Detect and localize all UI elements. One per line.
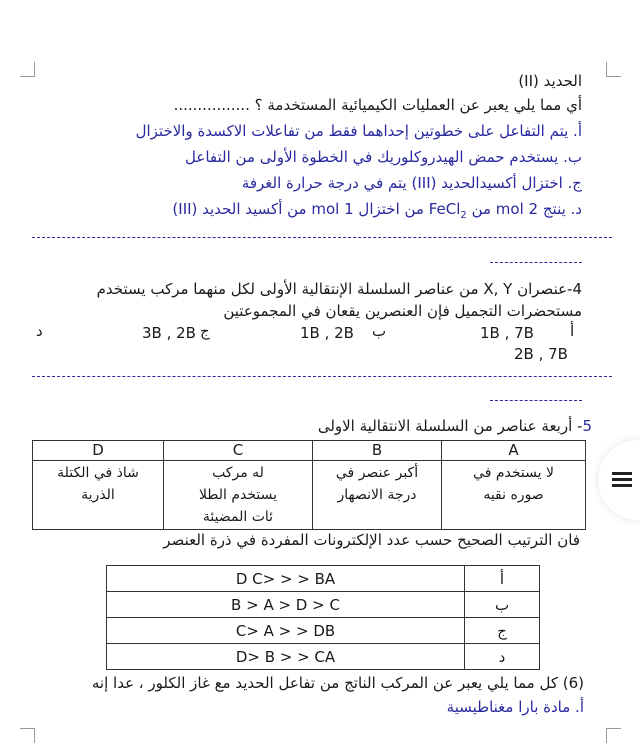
short-separator-line — [490, 262, 582, 263]
option-text: D> B > > CA — [107, 644, 465, 670]
q6-line-1: (6) كل مما يلي يعبر عن المركب الناتج من تفاعل الحديد مع غاز الكلور ، عدا إنه — [91, 674, 584, 692]
separator-line — [32, 237, 612, 238]
table-cell-a — [442, 461, 586, 530]
table-row — [107, 618, 540, 644]
q5-title — [318, 417, 592, 435]
q4-line-2: مستحضرات التجميل فإن العنصرين يقعان في المجموعتين — [223, 302, 582, 320]
q6-option-a: أ. مادة بارا مغناطيسية — [446, 698, 584, 716]
q4-option-b: 1B , 2B — [300, 324, 354, 342]
cell-c-line: يستخدم الطلا — [198, 487, 278, 503]
q5-title-text: - أربعة عناصر من السلسلة الانتقالية الاولى — [317, 417, 583, 435]
table-cell-d — [33, 461, 164, 530]
cell-d-line: شاذ في الكتلة — [57, 465, 139, 481]
table-cell-c — [164, 461, 313, 530]
q3-option-c: ج. اختزال أكسيدالحديد (III) يتم في درجة حرارة الغرفة — [241, 174, 582, 192]
option-letter: أ — [465, 566, 540, 592]
table-row — [107, 592, 540, 618]
q3-intro: الحديد (II) — [518, 72, 582, 90]
corner-mark-bottom-right — [606, 728, 621, 743]
q3-option-d-pre: د. ينتج 2 mol من FeCl — [428, 200, 582, 218]
option-letter: ج — [465, 618, 540, 644]
menu-button[interactable] — [598, 440, 640, 520]
separator-line — [32, 376, 612, 377]
q3-question: أي مما يلي يعبر عن العمليات الكيميائية المستخدمة ؟ ................ — [173, 96, 582, 114]
q5-title-number: 5 — [582, 417, 592, 435]
short-separator-line — [490, 400, 582, 401]
q3-option-d-sub: 2 — [460, 210, 467, 221]
q3-option-d — [172, 200, 582, 221]
q5-order-question: فان الترتيب الصحيح حسب عدد الإلكترونات المفردة في ذرة العنصر — [163, 531, 580, 549]
option-text: C> A > > DB — [107, 618, 465, 644]
table-header-b: B — [313, 441, 442, 461]
option-letter: د — [465, 644, 540, 670]
q3-option-b: ب. يستخدم حمض الهيدروكلوريك في الخطوة الأولى من التفاعل — [185, 148, 582, 166]
q4-option-d-letter: د — [36, 322, 43, 340]
table-header-a: A — [442, 441, 586, 461]
q4-option-b-letter: ب — [372, 322, 387, 340]
table-row — [107, 644, 540, 670]
option-text: D C> > > BA — [107, 566, 465, 592]
cell-a-line: صوره نقيه — [483, 487, 544, 503]
corner-mark-top-left — [20, 62, 35, 77]
q3-option-d-post: من اختزال 1 mol من أكسيد الحديد (III) — [172, 200, 429, 218]
option-text: B > A > D > C — [107, 592, 465, 618]
corner-mark-top-right — [606, 62, 621, 77]
cell-a-line: لا يستخدم في — [473, 465, 554, 481]
table-cell-b — [313, 461, 442, 530]
option-letter: ب — [465, 592, 540, 618]
cell-b-line: درجة الانصهار — [337, 487, 417, 503]
order-options-table — [106, 565, 540, 670]
table-header-c: C — [164, 441, 313, 461]
table-header-d: D — [33, 441, 164, 461]
q4-option-a-letter: أ — [570, 322, 575, 340]
q4-option-c: 3B , 2B — [142, 324, 196, 342]
cell-c-line: ئات المضيئة — [202, 509, 274, 525]
cell-b-line: أكبر عنصر في — [335, 465, 419, 481]
table-row — [107, 566, 540, 592]
q4-line-1: 4-عنصران X, Y من عناصر السلسلة الإنتقالية الأولى لكل منهما مركب يستخدم — [96, 280, 582, 298]
q4-option-d: 2B , 7B — [514, 345, 568, 363]
elements-table — [32, 440, 586, 530]
cell-d-line: الذرية — [81, 487, 115, 503]
q3-option-a: أ. يتم التفاعل على خطوتين إحداهما فقط من تفاعلات الاكسدة والاختزال — [135, 122, 582, 140]
cell-c-line: له مركب — [212, 465, 264, 481]
corner-mark-bottom-left — [20, 728, 35, 743]
q4-option-a: 1B , 7B — [480, 324, 534, 342]
q4-option-c-letter: ج — [200, 322, 210, 340]
